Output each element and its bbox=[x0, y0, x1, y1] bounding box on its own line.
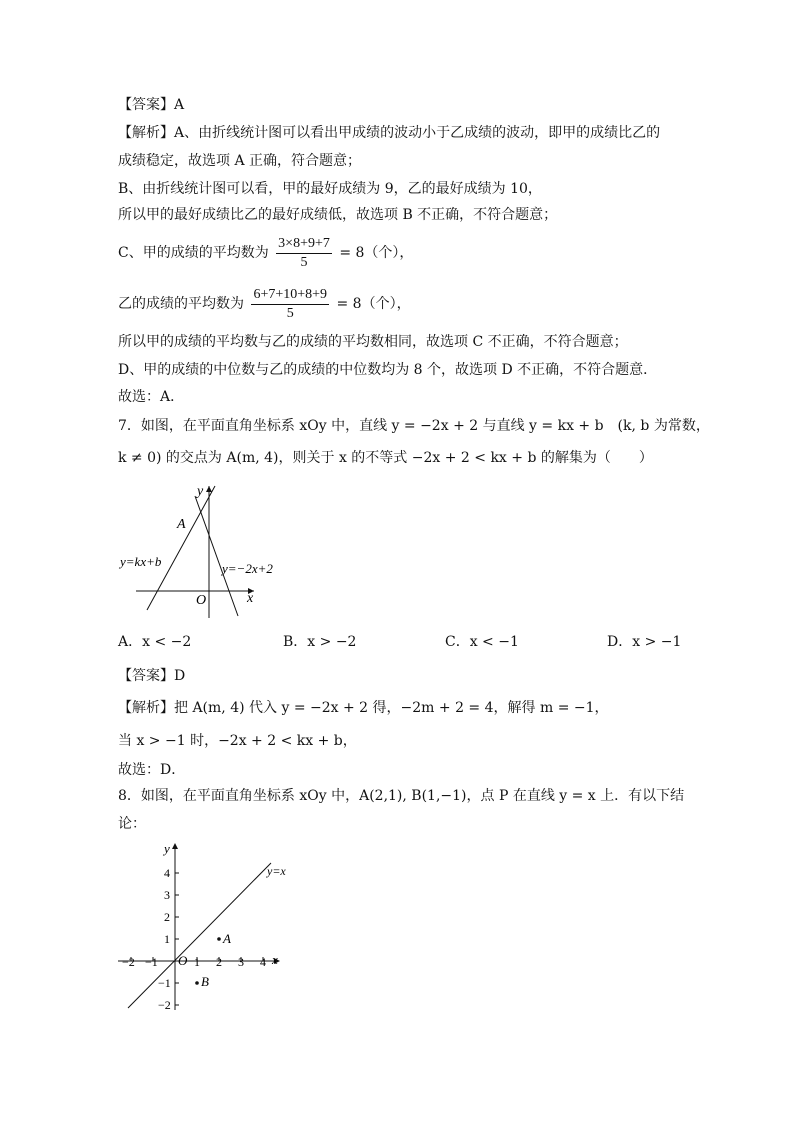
q8-xtick-label-3: 3 bbox=[238, 955, 244, 969]
q7-label-origin: O bbox=[196, 593, 207, 608]
analysis-line-3: B、由折线统计图可以看，甲的最好成绩为 9，乙的最好成绩为 10， bbox=[118, 181, 542, 197]
analysis-line-1: 【解析】A、由折线统计图可以看出甲成绩的波动小于乙成绩的波动，即甲的成绩比乙的 bbox=[118, 125, 661, 141]
mean-yi-fraction bbox=[251, 286, 329, 323]
q8-ytick-label-m2: −2 bbox=[158, 998, 171, 1012]
mean-jia-suffix: = 8（个）， bbox=[339, 245, 414, 261]
q8-xtick-label-4: 4 bbox=[260, 955, 266, 969]
q8-stem-line-1: 8．如图，在平面直角坐标系 xOy 中，A(2,1), B(1,−1)，点 P 在直线 y = x 上．有以下结 bbox=[118, 788, 685, 804]
q7-y-arrow bbox=[206, 486, 212, 492]
mean-yi-suffix: = 8（个）， bbox=[336, 296, 411, 312]
answer-label-q6: 【答案】A bbox=[118, 97, 185, 113]
q8-label-origin: O bbox=[178, 953, 188, 968]
q7-label-line-neg2x-2: y=−2x+2 bbox=[222, 561, 273, 576]
analysis-line-7: 所以甲的成绩的平均数与乙的成绩的平均数相同，故选项 C 不正确，不符合题意； bbox=[118, 334, 628, 350]
q7-figure bbox=[114, 480, 284, 620]
q8-label-point-b: B bbox=[201, 974, 209, 989]
q7-label-x: x bbox=[247, 591, 254, 606]
q7-solution-line-1: 【解析】把 A(m, 4) 代入 y = −2x + 2 得，−2m + 2 = 4，解得 m = −1， bbox=[118, 700, 609, 716]
analysis-line-9: 故选：A． bbox=[118, 389, 185, 405]
q8-label-point-a: A bbox=[223, 931, 231, 946]
q8-xtick-label-2: 2 bbox=[216, 955, 222, 969]
q8-xtick-label-1: 1 bbox=[194, 955, 200, 969]
mean-yi-line bbox=[118, 284, 411, 324]
q7-label-y: y bbox=[197, 484, 204, 499]
q8-point-b bbox=[195, 981, 199, 985]
mean-yi-prefix: 乙的成绩的平均数为 bbox=[118, 296, 244, 312]
analysis-line-2: 成绩稳定，故选项 A 正确，符合题意； bbox=[118, 153, 362, 169]
mean-jia-prefix: C、甲的成绩的平均数为 bbox=[118, 245, 269, 261]
analysis-line-8: D、甲的成绩的中位数与乙的成绩的中位数均为 8 个，故选项 D 不正确，不符合题意． bbox=[118, 362, 658, 378]
q7-stem-line-2: k ≠ 0) 的交点为 A(m, 4)，则关于 x 的不等式 −2x + 2 < kx + b 的解集为（ ） bbox=[118, 450, 653, 466]
mean-jia-denominator: 5 bbox=[300, 254, 308, 270]
q7-stem-line-1: 7．如图，在平面直角坐标系 xOy 中，直线 y = −2x + 2 与直线 y = kx + b (k, b 为常数， bbox=[118, 418, 710, 434]
q7-label-line-kx-b: y=kx+b bbox=[120, 554, 162, 569]
q7-option-b: B．x > −2 bbox=[283, 634, 357, 650]
mean-yi-numerator: 6+7+10+8+9 bbox=[251, 286, 329, 305]
q7-option-a: A．x < −2 bbox=[118, 634, 192, 650]
q8-figure bbox=[114, 840, 294, 1012]
q8-y-arrow bbox=[172, 843, 178, 849]
q8-label-line: y=x bbox=[267, 864, 286, 878]
q8-xtick-label-m2: −2 bbox=[122, 955, 135, 969]
q8-ytick-label-3: 3 bbox=[164, 888, 170, 902]
mean-jia-line bbox=[118, 233, 413, 273]
q7-solution-line-2: 当 x > −1 时，−2x + 2 < kx + b， bbox=[118, 733, 357, 749]
q7-label-point-a: A bbox=[177, 517, 186, 532]
q8-point-a bbox=[217, 937, 221, 941]
q8-ytick-label-4: 4 bbox=[164, 866, 170, 880]
q8-label-x: x bbox=[272, 952, 278, 967]
q8-ytick-label-1: 1 bbox=[164, 932, 170, 946]
mean-yi-denominator: 5 bbox=[286, 305, 294, 321]
mean-jia-numerator: 3×8+9+7 bbox=[276, 235, 332, 254]
q8-line-y-eq-x bbox=[128, 863, 271, 1008]
analysis-line-4: 所以甲的最好成绩比乙的最好成绩低，故选项 B 不正确，不符合题意； bbox=[118, 207, 558, 223]
answer-label-q7: 【答案】D bbox=[118, 668, 186, 684]
q7-solution-line-3: 故选：D． bbox=[118, 762, 186, 778]
q7-option-d: D．x > −1 bbox=[607, 634, 682, 650]
mean-jia-fraction bbox=[276, 235, 332, 272]
q8-label-y: y bbox=[164, 841, 170, 856]
q8-ytick-label-m1: −1 bbox=[158, 976, 171, 990]
q8-stem-line-2: 论： bbox=[118, 816, 146, 832]
q8-ytick-label-2: 2 bbox=[164, 910, 170, 924]
q8-xtick-label-m1: −1 bbox=[145, 955, 158, 969]
q7-option-c: C．x < −1 bbox=[445, 634, 519, 650]
